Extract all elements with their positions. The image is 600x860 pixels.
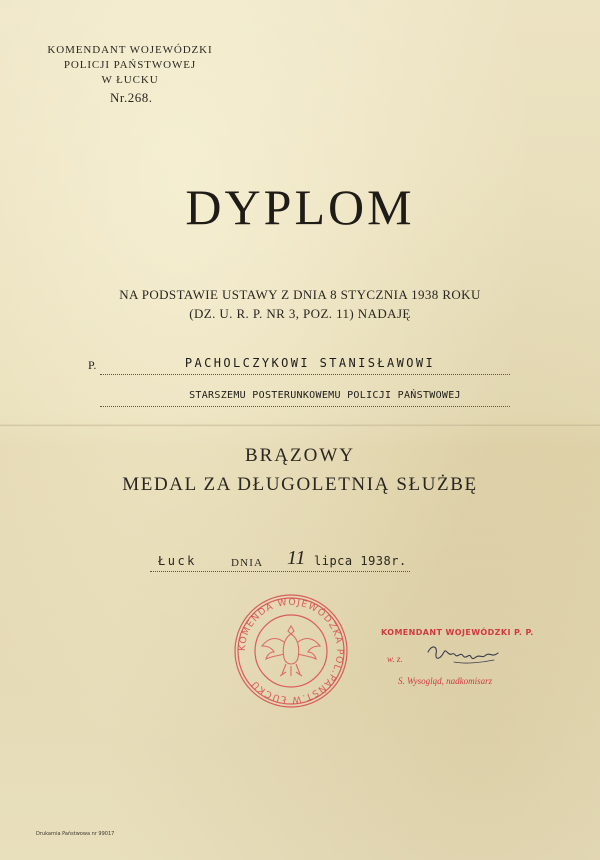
document-number: Nr.268. <box>110 90 153 105</box>
medal-grade: BRĄZOWY <box>244 445 356 466</box>
printer-imprint: Drukarnia Państwowa nr 99017 <box>36 831 115 837</box>
stamp-signatory-name: S. Wysogląd, nadkomisarz <box>398 676 493 686</box>
official-round-seal <box>232 592 350 710</box>
handwritten-signature <box>424 640 504 668</box>
medal-name: MEDAL ZA DŁUGOLETNIĄ SŁUŻBĘ <box>122 474 478 495</box>
legal-basis-line-1: NA PODSTAWIE USTAWY Z DNIA 8 STYCZNIA 1938 ROKU <box>119 287 481 302</box>
document-title: DYPLOM <box>185 179 415 235</box>
issuer-line-2: POLICJI PAŃSTWOWEJ <box>63 59 197 71</box>
date-dotted-line <box>150 571 410 572</box>
rank-dotted-line <box>100 406 510 407</box>
issue-day-handwritten: 11 <box>287 547 306 569</box>
issue-month-year: lipca 1938r. <box>314 554 407 568</box>
official-stamp-title: KOMENDANT WOJEWÓDZKI P. P. <box>381 628 534 637</box>
stamp-on-behalf: w. z. <box>387 654 403 664</box>
seal-ring-text: KOMENDA WOJEWÓDZKA POL.PAŃST.W ŁUCKU <box>236 596 346 706</box>
recipient-name: PACHOLCZYKOWI STANISŁAWOWI <box>184 356 436 370</box>
legal-basis-line-2: (DZ. U. R. P. NR 3, POZ. 11) NADAJĘ <box>189 306 411 321</box>
recipient-prefix: P. <box>88 358 97 372</box>
issuer-line-3: W ŁUCKU <box>101 74 159 86</box>
issue-place: Łuck <box>158 554 197 568</box>
name-dotted-line <box>100 374 510 375</box>
svg-text:KOMENDA WOJEWÓDZKA POL.PAŃST.W <box>237 597 345 705</box>
date-label: DNIA <box>231 557 264 569</box>
fold-crease <box>0 424 600 427</box>
issuer-line-1: KOMENDANT WOJEWÓDZKI <box>47 44 213 56</box>
eagle-emblem-icon <box>262 626 320 676</box>
recipient-rank: STARSZEMU POSTERUNKOWEMU POLICJI PAŃSTWOWEJ <box>189 390 461 401</box>
